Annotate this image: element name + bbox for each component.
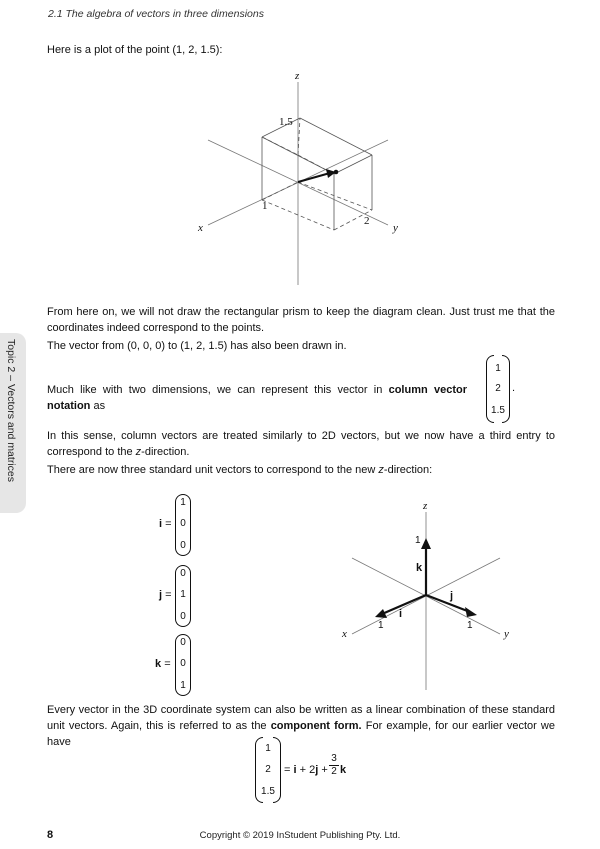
- unit-k-label: k =: [155, 658, 171, 670]
- plot1-axis-x: x: [198, 222, 203, 234]
- plot2-label-k: k: [416, 562, 423, 574]
- plot2-tick-y: 1: [467, 620, 473, 631]
- plot2-label-i: i: [399, 608, 403, 620]
- unit-j-vector: 0 1 0: [175, 565, 191, 627]
- intro-text: Here is a plot of the point (1, 2, 1.5):: [47, 44, 223, 56]
- component-paragraph: Every vector in the 3D coordinate system can also be written as a linear combination of these standard unit vectors. Again, this is referred to as the component form. For example, for our earlier vector we have: [47, 704, 555, 748]
- component-vector: 1 2 1.5: [255, 737, 281, 803]
- component-rhs: = i + 2j +: [284, 764, 328, 776]
- prism-paragraph: From here on, we will not draw the rectangular prism to keep the diagram clean. Just trust me that the coordinates indeed correspond to the points.: [47, 306, 555, 334]
- topic-side-tab-label: Topic 2 – Vectors and matrices: [5, 339, 17, 482]
- topic-side-tab: [0, 333, 26, 513]
- plot1-tick-x: 1: [262, 200, 268, 212]
- plot1-axis-z: z: [295, 70, 300, 82]
- j-arrowhead-icon: [465, 607, 477, 617]
- plot2-axis-y: y: [504, 628, 509, 640]
- plot2-axis-x: x: [342, 628, 347, 640]
- plot1-tick-y: 2: [364, 215, 370, 227]
- unit-i-vector: 1 0 0: [175, 494, 191, 556]
- plot2-label-j: j: [450, 590, 454, 602]
- k-arrowhead-icon: [421, 538, 431, 549]
- page-number: 8: [47, 829, 54, 841]
- plot2-axis-z: z: [423, 500, 428, 512]
- component-k: k: [340, 764, 347, 776]
- vector-paragraph: The vector from (0, 0, 0) to (1, 2, 1.5) has also been drawn in.: [47, 340, 347, 352]
- plot1-axis-y: y: [393, 222, 398, 234]
- section-header: 2.1 The algebra of vectors in three dimensions: [48, 8, 264, 20]
- unit-k-vector: 0 0 1: [175, 634, 191, 696]
- plot2-tick-x: 1: [378, 620, 384, 631]
- column-vector: 1 2 1.5: [486, 355, 510, 423]
- plot1-tick-z: 1.5: [279, 116, 293, 128]
- column-period: .: [512, 382, 516, 394]
- plot2-tick-z: 1: [415, 535, 421, 546]
- unit-paragraph: There are now three standard unit vectors to correspond to the new z-direction:: [47, 464, 433, 476]
- sense-paragraph: In this sense, column vectors are treated similarly to 2D vectors, but we now have a third entry to correspond to the z-direction.: [47, 430, 555, 458]
- column-paragraph: Much like with two dimensions, we can represent this vector in column vector notation as: [47, 384, 467, 412]
- unit-i-label: i =: [159, 518, 172, 530]
- component-fraction: 3 2: [329, 753, 339, 778]
- unit-j-label: j =: [159, 589, 172, 601]
- copyright-footer: Copyright © 2019 InStudent Publishing Pty. Ltd.: [199, 830, 401, 841]
